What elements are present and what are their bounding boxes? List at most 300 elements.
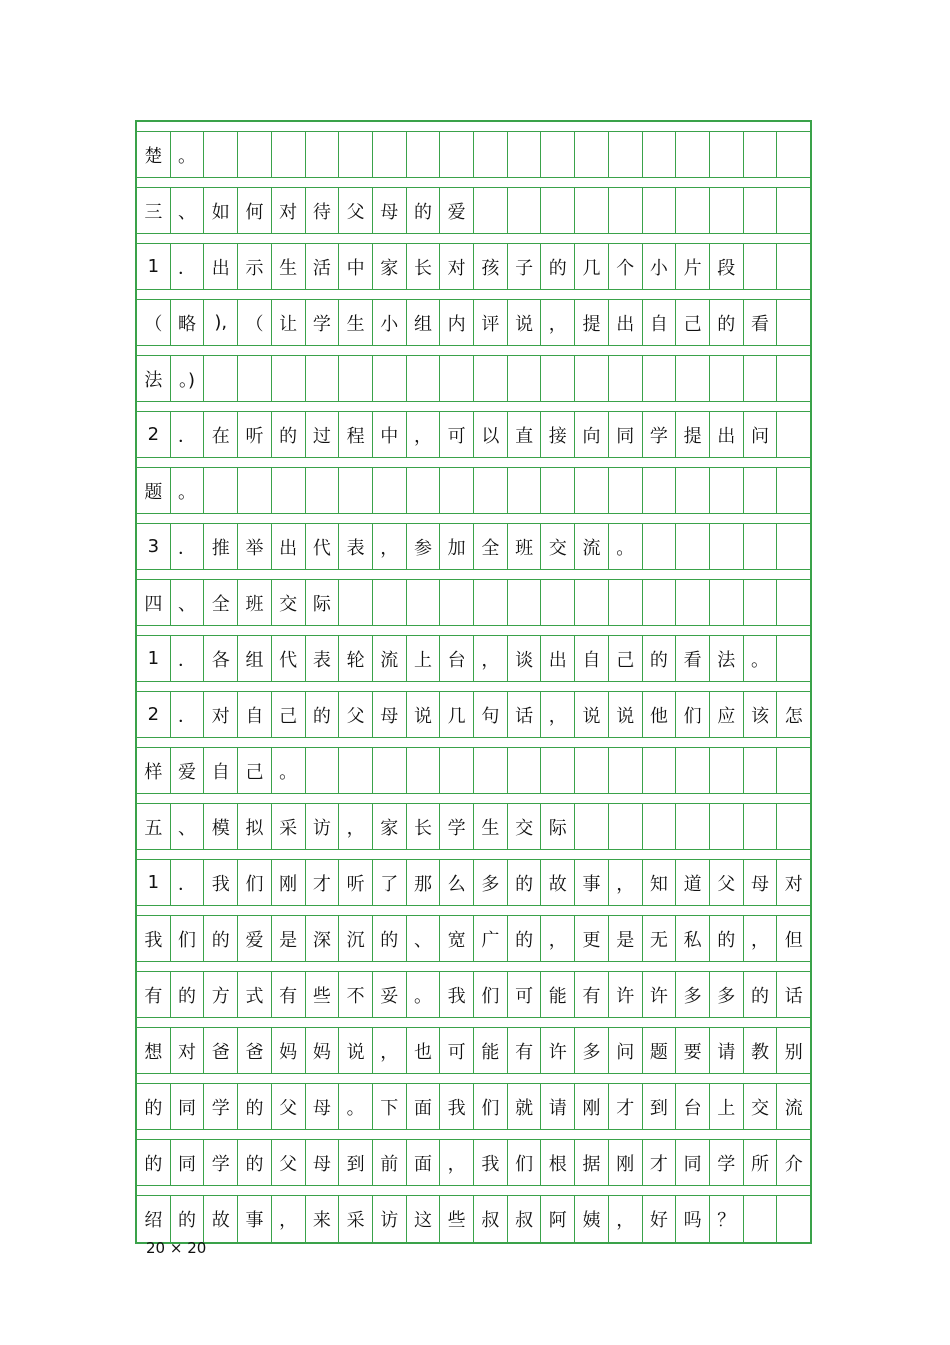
grid-cell: ), — [204, 300, 238, 346]
grid-cell: 出 — [609, 300, 643, 346]
grid-cell: 几 — [575, 244, 609, 290]
grid-cell: ． — [171, 244, 205, 290]
grid-cell — [676, 580, 710, 626]
grid-cell: （ — [238, 300, 272, 346]
grid-cell — [777, 356, 810, 402]
grid-cell — [440, 356, 474, 402]
grid-cell: 些 — [440, 1196, 474, 1242]
grid-cell: 对 — [204, 692, 238, 738]
grid-cell — [676, 524, 710, 570]
grid-cell: 阿 — [541, 1196, 575, 1242]
grid-cell: 面 — [407, 1084, 441, 1130]
row-spacer — [137, 850, 810, 860]
grid-cell: 式 — [238, 972, 272, 1018]
grid-cell: 是 — [609, 916, 643, 962]
grid-cell: 的 — [137, 1140, 171, 1186]
grid-cell: 的 — [710, 916, 744, 962]
grid-cell: 段 — [710, 244, 744, 290]
grid-cell: 才 — [306, 860, 340, 906]
grid-cell — [373, 356, 407, 402]
grid-cell — [710, 468, 744, 514]
grid-cell — [474, 132, 508, 178]
grid-cell: 示 — [238, 244, 272, 290]
grid-cell — [508, 132, 542, 178]
grid-cell: 交 — [744, 1084, 778, 1130]
grid-cell: 长 — [407, 244, 441, 290]
grid-cell — [643, 524, 677, 570]
manuscript-grid — [135, 120, 812, 1244]
grid-cell: 评 — [474, 300, 508, 346]
grid-row — [137, 580, 810, 626]
grid-cell — [474, 748, 508, 794]
grid-cell: ， — [744, 916, 778, 962]
grid-cell — [744, 580, 778, 626]
grid-cell: 私 — [676, 916, 710, 962]
grid-cell: 法 — [137, 356, 171, 402]
grid-cell: 的 — [137, 1084, 171, 1130]
grid-cell: 个 — [609, 244, 643, 290]
grid-cell: （ — [137, 300, 171, 346]
row-spacer — [137, 178, 810, 188]
grid-cell: 叔 — [508, 1196, 542, 1242]
grid-cell — [407, 132, 441, 178]
grid-cell: 能 — [541, 972, 575, 1018]
grid-cell: 沉 — [339, 916, 373, 962]
row-spacer — [137, 738, 810, 748]
grid-cell: 听 — [339, 860, 373, 906]
grid-row — [137, 804, 810, 850]
grid-cell: 三 — [137, 188, 171, 234]
grid-cell — [777, 300, 810, 346]
grid-cell: 能 — [474, 1028, 508, 1074]
grid-cell: 们 — [474, 1084, 508, 1130]
grid-cell — [306, 132, 340, 178]
grid-row — [137, 356, 810, 402]
grid-cell — [643, 804, 677, 850]
grid-cell: 交 — [272, 580, 306, 626]
grid-cell — [508, 188, 542, 234]
grid-cell: 我 — [440, 1084, 474, 1130]
grid-cell: 可 — [508, 972, 542, 1018]
grid-cell — [744, 1196, 778, 1242]
grid-cell: 爱 — [171, 748, 205, 794]
grid-cell: 问 — [744, 412, 778, 458]
grid-cell: 别 — [777, 1028, 810, 1074]
grid-cell: ， — [373, 524, 407, 570]
grid-cell — [373, 132, 407, 178]
grid-cell — [643, 468, 677, 514]
grid-cell — [474, 580, 508, 626]
grid-cell — [609, 580, 643, 626]
grid-cell: 不 — [339, 972, 373, 1018]
grid-cell: 己 — [272, 692, 306, 738]
grid-cell: 模 — [204, 804, 238, 850]
grid-cell: 对 — [777, 860, 810, 906]
grid-cell — [541, 188, 575, 234]
grid-cell: 。 — [272, 748, 306, 794]
grid-cell: 的 — [508, 860, 542, 906]
grid-cell — [238, 356, 272, 402]
grid-cell — [339, 132, 373, 178]
grid-cell — [744, 804, 778, 850]
grid-cell: ． — [171, 692, 205, 738]
grid-cell: 表 — [306, 636, 340, 682]
grid-cell: 看 — [676, 636, 710, 682]
grid-cell: ， — [440, 1140, 474, 1186]
grid-cell — [541, 468, 575, 514]
grid-cell: 的 — [508, 916, 542, 962]
grid-cell: 。 — [744, 636, 778, 682]
grid-cell: 出 — [541, 636, 575, 682]
grid-cell — [272, 132, 306, 178]
grid-cell: ， — [609, 1196, 643, 1242]
grid-cell — [373, 468, 407, 514]
grid-cell: 楚 — [137, 132, 171, 178]
grid-row — [137, 972, 810, 1018]
grid-cell — [575, 132, 609, 178]
grid-cell: ， — [609, 860, 643, 906]
grid-cell: 爸 — [238, 1028, 272, 1074]
grid-cell: 多 — [575, 1028, 609, 1074]
grid-cell: 各 — [204, 636, 238, 682]
grid-cell: 小 — [373, 300, 407, 346]
grid-cell: 根 — [541, 1140, 575, 1186]
grid-cell — [710, 188, 744, 234]
grid-cell: 的 — [373, 916, 407, 962]
grid-cell: 1 — [137, 636, 171, 682]
grid-cell — [339, 580, 373, 626]
grid-cell: 。 — [171, 132, 205, 178]
grid-cell: 生 — [339, 300, 373, 346]
grid-cell: 学 — [306, 300, 340, 346]
grid-cell: 流 — [575, 524, 609, 570]
grid-row — [137, 1084, 810, 1130]
grid-cell: 自 — [575, 636, 609, 682]
grid-cell — [777, 412, 810, 458]
grid-cell — [373, 580, 407, 626]
row-spacer — [137, 514, 810, 524]
grid-cell: 同 — [171, 1084, 205, 1130]
grid-cell: 说 — [609, 692, 643, 738]
grid-cell — [676, 804, 710, 850]
grid-cell: 母 — [373, 188, 407, 234]
grid-cell: 可 — [440, 1028, 474, 1074]
grid-cell: 。 — [171, 468, 205, 514]
grid-cell: 接 — [541, 412, 575, 458]
grid-cell: 想 — [137, 1028, 171, 1074]
grid-cell: 们 — [508, 1140, 542, 1186]
grid-cell — [508, 748, 542, 794]
grid-cell: 母 — [373, 692, 407, 738]
grid-cell: 请 — [541, 1084, 575, 1130]
grid-cell: 也 — [407, 1028, 441, 1074]
grid-cell — [744, 524, 778, 570]
grid-cell — [339, 356, 373, 402]
grid-cell: 题 — [137, 468, 171, 514]
grid-cell: 对 — [171, 1028, 205, 1074]
grid-cell: 学 — [204, 1140, 238, 1186]
grid-cell — [541, 748, 575, 794]
grid-cell: 交 — [541, 524, 575, 570]
grid-cell: 那 — [407, 860, 441, 906]
grid-cell — [339, 748, 373, 794]
grid-cell: 的 — [541, 244, 575, 290]
grid-cell — [744, 748, 778, 794]
grid-cell: 方 — [204, 972, 238, 1018]
grid-cell: 听 — [238, 412, 272, 458]
grid-cell — [777, 468, 810, 514]
grid-cell — [609, 132, 643, 178]
grid-cell — [440, 468, 474, 514]
grid-cell: 刚 — [575, 1084, 609, 1130]
grid-cell: 话 — [777, 972, 810, 1018]
grid-cell: 看 — [744, 300, 778, 346]
grid-cell: 父 — [339, 692, 373, 738]
grid-cell: 是 — [272, 916, 306, 962]
grid-cell: 组 — [238, 636, 272, 682]
grid-cell: 同 — [609, 412, 643, 458]
grid-cell: 己 — [609, 636, 643, 682]
grid-cell: 爱 — [238, 916, 272, 962]
grid-cell: 问 — [609, 1028, 643, 1074]
grid-cell: 流 — [777, 1084, 810, 1130]
grid-cell — [676, 468, 710, 514]
grid-cell — [575, 748, 609, 794]
grid-cell — [541, 356, 575, 402]
grid-row — [137, 748, 810, 794]
row-spacer — [137, 626, 810, 636]
grid-cell: 有 — [508, 1028, 542, 1074]
grid-cell — [643, 748, 677, 794]
grid-cell: 要 — [676, 1028, 710, 1074]
grid-cell: 上 — [710, 1084, 744, 1130]
grid-cell — [710, 804, 744, 850]
grid-cell: 们 — [238, 860, 272, 906]
grid-cell: 道 — [676, 860, 710, 906]
grid-cell: 的 — [306, 692, 340, 738]
grid-cell: 上 — [407, 636, 441, 682]
grid-cell — [744, 188, 778, 234]
grid-row — [137, 244, 810, 290]
grid-cell: 采 — [339, 1196, 373, 1242]
grid-cell — [204, 132, 238, 178]
grid-cell: 多 — [474, 860, 508, 906]
grid-cell — [306, 468, 340, 514]
grid-cell: 句 — [474, 692, 508, 738]
grid-cell: 说 — [508, 300, 542, 346]
grid-cell: 些 — [306, 972, 340, 1018]
grid-row — [137, 300, 810, 346]
grid-row — [137, 188, 810, 234]
grid-cell — [474, 188, 508, 234]
grid-cell: 何 — [238, 188, 272, 234]
grid-cell: 中 — [373, 412, 407, 458]
grid-cell: 己 — [676, 300, 710, 346]
grid-row — [137, 468, 810, 514]
grid-cell: 父 — [710, 860, 744, 906]
grid-cell: 就 — [508, 1084, 542, 1130]
grid-cell: 他 — [643, 692, 677, 738]
grid-cell: 的 — [643, 636, 677, 682]
grid-cell: 在 — [204, 412, 238, 458]
grid-cell: 的 — [272, 412, 306, 458]
grid-cell: 该 — [744, 692, 778, 738]
grid-cell: 话 — [508, 692, 542, 738]
grid-cell: ？ — [710, 1196, 744, 1242]
grid-cell: 来 — [306, 1196, 340, 1242]
grid-cell: 爱 — [440, 188, 474, 234]
grid-cell: 母 — [306, 1140, 340, 1186]
grid-cell — [777, 244, 810, 290]
grid-cell: 的 — [238, 1140, 272, 1186]
grid-cell: 多 — [676, 972, 710, 1018]
grid-row — [137, 692, 810, 738]
grid-cell: 到 — [339, 1140, 373, 1186]
grid-cell: 台 — [676, 1084, 710, 1130]
grid-cell: 片 — [676, 244, 710, 290]
grid-cell: 的 — [710, 300, 744, 346]
grid-cell: 访 — [306, 804, 340, 850]
grid-cell: 我 — [474, 1140, 508, 1186]
grid-cell — [710, 524, 744, 570]
grid-cell: 班 — [508, 524, 542, 570]
grid-cell — [508, 468, 542, 514]
grid-cell: 交 — [508, 804, 542, 850]
grid-cell: 生 — [272, 244, 306, 290]
grid-cell — [744, 244, 778, 290]
grid-cell: 加 — [440, 524, 474, 570]
grid-cell: 但 — [777, 916, 810, 962]
grid-cell — [710, 748, 744, 794]
grid-cell: 样 — [137, 748, 171, 794]
grid-cell: 对 — [272, 188, 306, 234]
grid-row — [137, 1028, 810, 1074]
grid-cell: 下 — [373, 1084, 407, 1130]
grid-cell: 台 — [440, 636, 474, 682]
grid-cell: 子 — [508, 244, 542, 290]
grid-cell: 表 — [339, 524, 373, 570]
row-spacer — [137, 290, 810, 300]
grid-cell: 前 — [373, 1140, 407, 1186]
grid-cell: 以 — [474, 412, 508, 458]
grid-cell: 内 — [440, 300, 474, 346]
grid-cell: 法 — [710, 636, 744, 682]
grid-cell: 代 — [306, 524, 340, 570]
grid-cell: 深 — [306, 916, 340, 962]
grid-cell — [575, 188, 609, 234]
grid-cell — [643, 356, 677, 402]
row-spacer — [137, 1074, 810, 1084]
grid-cell — [508, 356, 542, 402]
grid-cell — [440, 132, 474, 178]
grid-cell — [306, 748, 340, 794]
grid-cell: ， — [339, 804, 373, 850]
grid-cell: 无 — [643, 916, 677, 962]
grid-cell: 同 — [676, 1140, 710, 1186]
grid-cell: 谈 — [508, 636, 542, 682]
grid-cell: 自 — [204, 748, 238, 794]
grid-cell: 孩 — [474, 244, 508, 290]
grid-cell — [306, 356, 340, 402]
grid-cell: 姨 — [575, 1196, 609, 1242]
grid-cell: 介 — [777, 1140, 810, 1186]
grid-cell: ， — [407, 412, 441, 458]
grid-cell — [676, 356, 710, 402]
grid-cell: 际 — [306, 580, 340, 626]
grid-cell: 妈 — [306, 1028, 340, 1074]
grid-cell: 程 — [339, 412, 373, 458]
grid-cell: 的 — [744, 972, 778, 1018]
grid-cell — [272, 468, 306, 514]
grid-cell: 可 — [440, 412, 474, 458]
grid-cell: 自 — [238, 692, 272, 738]
grid-cell — [204, 356, 238, 402]
grid-cell: 的 — [171, 1196, 205, 1242]
grid-cell: 们 — [676, 692, 710, 738]
grid-cell — [204, 468, 238, 514]
grid-cell: 事 — [575, 860, 609, 906]
grid-cell — [710, 132, 744, 178]
grid-cell: 说 — [575, 692, 609, 738]
grid-cell: 应 — [710, 692, 744, 738]
grid-cell: 提 — [575, 300, 609, 346]
grid-cell: 直 — [508, 412, 542, 458]
row-spacer — [137, 1130, 810, 1140]
grid-cell: 请 — [710, 1028, 744, 1074]
grid-cell: 的 — [204, 916, 238, 962]
grid-cell: 的 — [407, 188, 441, 234]
grid-cell: 这 — [407, 1196, 441, 1242]
grid-row — [137, 1196, 810, 1242]
grid-cell: 才 — [643, 1140, 677, 1186]
grid-cell: 绍 — [137, 1196, 171, 1242]
row-spacer — [137, 402, 810, 412]
grid-row — [137, 860, 810, 906]
grid-cell: 让 — [272, 300, 306, 346]
grid-cell: 教 — [744, 1028, 778, 1074]
grid-cell: 小 — [643, 244, 677, 290]
grid-cell: 叔 — [474, 1196, 508, 1242]
grid-cell — [744, 356, 778, 402]
grid-cell: 采 — [272, 804, 306, 850]
grid-cell: 举 — [238, 524, 272, 570]
grid-cell — [676, 748, 710, 794]
grid-cell: 代 — [272, 636, 306, 682]
grid-cell: ， — [541, 692, 575, 738]
row-spacer — [137, 458, 810, 468]
grid-cell: 们 — [474, 972, 508, 1018]
grid-cell: 。 — [609, 524, 643, 570]
grid-cell: 故 — [541, 860, 575, 906]
grid-cell: 己 — [238, 748, 272, 794]
grid-cell: 妥 — [373, 972, 407, 1018]
grid-cell: 好 — [643, 1196, 677, 1242]
grid-cell — [339, 468, 373, 514]
grid-cell: 出 — [272, 524, 306, 570]
grid-cell — [609, 468, 643, 514]
grid-cell — [710, 580, 744, 626]
grid-cell: ． — [171, 524, 205, 570]
grid-cell: 1 — [137, 860, 171, 906]
grid-cell — [541, 132, 575, 178]
grid-cell: 同 — [171, 1140, 205, 1186]
grid-cell: 所 — [744, 1140, 778, 1186]
row-spacer — [137, 346, 810, 356]
grid-cell: 五 — [137, 804, 171, 850]
grid-cell: 有 — [137, 972, 171, 1018]
grid-cell: 故 — [204, 1196, 238, 1242]
grid-cell: 说 — [339, 1028, 373, 1074]
